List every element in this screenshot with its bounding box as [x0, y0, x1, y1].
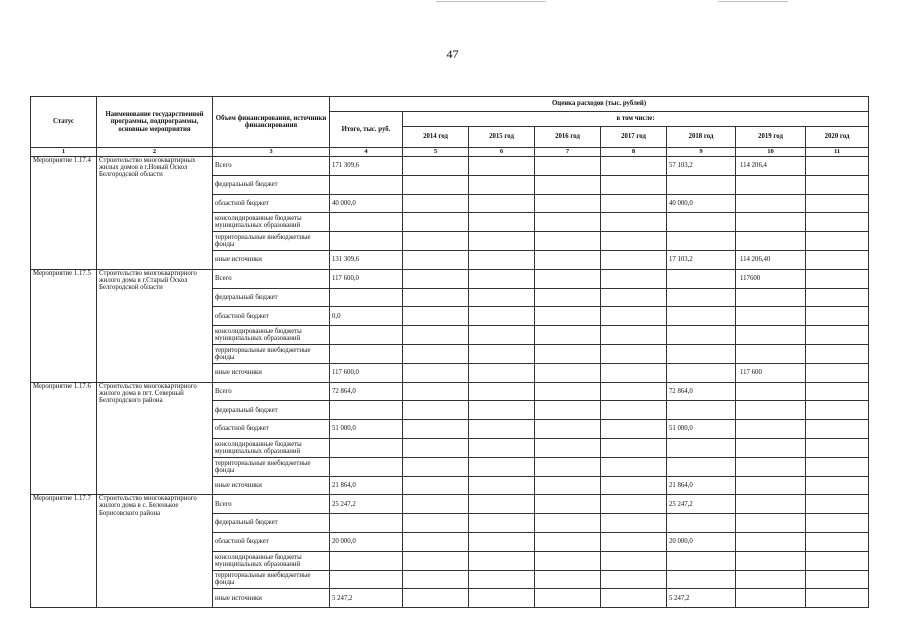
year-value-cell — [403, 589, 469, 608]
year-value-cell — [403, 532, 469, 551]
year-value-cell — [469, 269, 535, 288]
total-cell — [330, 570, 403, 589]
total-cell: 72 864,0 — [330, 382, 403, 401]
year-value-cell: 51 000,0 — [667, 420, 736, 439]
financing-source-cell: областной бюджет — [213, 532, 330, 551]
year-value-cell — [806, 175, 869, 194]
total-cell — [330, 438, 403, 457]
year-value-cell — [535, 401, 601, 420]
year-value-cell — [403, 194, 469, 213]
total-cell: 5 247,2 — [330, 589, 403, 608]
year-value-cell — [806, 420, 869, 439]
financing-source-cell: консолидированные бюджеты муниципальных образований — [213, 213, 330, 232]
year-value-cell — [736, 495, 806, 514]
year-value-cell — [535, 495, 601, 514]
year-value-cell — [535, 250, 601, 269]
year-value-cell — [403, 551, 469, 570]
year-value-cell — [601, 326, 667, 345]
year-value-cell: 17 103,2 — [667, 250, 736, 269]
year-value-cell — [806, 363, 869, 382]
table-row — [31, 269, 869, 288]
year-value-cell — [601, 250, 667, 269]
header-total: Итого, тыс. руб. — [330, 112, 403, 148]
year-value-cell — [469, 457, 535, 476]
total-cell — [330, 175, 403, 194]
header-status: Статус — [31, 97, 97, 148]
financing-source-cell: областной бюджет — [213, 307, 330, 326]
total-cell: 20 000,0 — [330, 532, 403, 551]
year-value-cell — [601, 551, 667, 570]
year-value-cell — [667, 326, 736, 345]
year-value-cell — [469, 307, 535, 326]
financing-source-cell: федеральный бюджет — [213, 401, 330, 420]
year-value-cell — [736, 344, 806, 363]
year-value-cell — [535, 232, 601, 251]
year-value-cell — [469, 495, 535, 514]
financing-source-cell: иные источники — [213, 363, 330, 382]
year-value-cell — [736, 457, 806, 476]
header-year: 2018 год — [667, 127, 736, 148]
status-cell: Мероприятие 1.17.4 — [31, 157, 97, 270]
year-value-cell — [667, 438, 736, 457]
year-value-cell — [535, 514, 601, 533]
year-value-cell — [667, 457, 736, 476]
program-name-cell: Строительство многоквартирного жилого дома в пгт. Северный Белгородского района — [97, 382, 213, 495]
header-year: 2014 год — [403, 127, 469, 148]
column-number: 1 — [31, 148, 97, 157]
year-value-cell: 20 000,0 — [667, 532, 736, 551]
year-value-cell — [806, 476, 869, 495]
year-value-cell — [469, 420, 535, 439]
year-value-cell — [667, 401, 736, 420]
year-value-cell — [736, 514, 806, 533]
year-value-cell — [403, 457, 469, 476]
year-value-cell — [403, 514, 469, 533]
year-value-cell — [535, 213, 601, 232]
total-cell: 21 864,0 — [330, 476, 403, 495]
year-value-cell — [601, 157, 667, 176]
year-value-cell — [806, 232, 869, 251]
year-value-cell — [736, 232, 806, 251]
year-value-cell — [806, 269, 869, 288]
financing-source-cell: Всего — [213, 382, 330, 401]
year-value-cell: 21 864,0 — [667, 476, 736, 495]
year-value-cell: 25 247,2 — [667, 495, 736, 514]
header-year: 2017 год — [601, 127, 667, 148]
year-value-cell — [469, 288, 535, 307]
header-year: 2016 год — [535, 127, 601, 148]
year-value-cell — [601, 232, 667, 251]
total-cell: 0,0 — [330, 307, 403, 326]
year-value-cell — [806, 401, 869, 420]
year-value-cell — [535, 570, 601, 589]
year-value-cell — [535, 438, 601, 457]
column-number: 10 — [736, 148, 806, 157]
financing-source-cell: областной бюджет — [213, 194, 330, 213]
header-including: в том числе: — [403, 112, 869, 127]
year-value-cell — [736, 194, 806, 213]
column-numbers-row — [31, 148, 869, 157]
year-value-cell — [601, 570, 667, 589]
year-value-cell — [403, 476, 469, 495]
financing-source-cell: иные источники — [213, 250, 330, 269]
year-value-cell — [469, 589, 535, 608]
year-value-cell — [403, 438, 469, 457]
year-value-cell — [469, 382, 535, 401]
year-value-cell — [736, 532, 806, 551]
year-value-cell — [601, 495, 667, 514]
financing-source-cell: Всего — [213, 157, 330, 176]
table-row — [31, 157, 869, 176]
column-number: 8 — [601, 148, 667, 157]
financing-source-cell: территориальные внебюджетные фонды — [213, 570, 330, 589]
financing-source-cell: консолидированные бюджеты муниципальных образований — [213, 326, 330, 345]
year-value-cell — [667, 514, 736, 533]
year-value-cell — [403, 175, 469, 194]
year-value-cell — [469, 363, 535, 382]
year-value-cell — [469, 344, 535, 363]
column-number: 5 — [403, 148, 469, 157]
year-value-cell — [535, 344, 601, 363]
year-value-cell — [535, 307, 601, 326]
year-value-cell — [469, 532, 535, 551]
year-value-cell — [806, 307, 869, 326]
year-value-cell — [806, 570, 869, 589]
total-cell: 117 600,0 — [330, 269, 403, 288]
year-value-cell — [601, 194, 667, 213]
header-year: 2020 год — [806, 127, 869, 148]
year-value-cell — [469, 514, 535, 533]
year-value-cell — [535, 420, 601, 439]
year-value-cell — [667, 344, 736, 363]
program-name-cell: Строительство многоквартирных жилых домов в г.Новый Оскол Белгородской области — [97, 157, 213, 270]
year-value-cell — [469, 326, 535, 345]
financing-source-cell: областной бюджет — [213, 420, 330, 439]
year-value-cell — [601, 269, 667, 288]
status-cell: Мероприятие 1.17.5 — [31, 269, 97, 382]
year-value-cell — [601, 420, 667, 439]
year-value-cell — [601, 213, 667, 232]
year-value-cell — [601, 363, 667, 382]
year-value-cell — [403, 420, 469, 439]
year-value-cell — [806, 589, 869, 608]
year-value-cell — [806, 551, 869, 570]
total-cell — [330, 326, 403, 345]
year-value-cell — [469, 175, 535, 194]
year-value-cell — [806, 344, 869, 363]
total-cell: 25 247,2 — [330, 495, 403, 514]
year-value-cell — [667, 307, 736, 326]
total-cell: 131 309,6 — [330, 250, 403, 269]
year-value-cell — [736, 175, 806, 194]
financing-source-cell: территориальные внебюджетные фонды — [213, 232, 330, 251]
financing-source-cell: Всего — [213, 495, 330, 514]
financing-source-cell: Всего — [213, 269, 330, 288]
year-value-cell — [469, 570, 535, 589]
year-value-cell — [736, 326, 806, 345]
total-cell: 51 000,0 — [330, 420, 403, 439]
scan-line — [718, 1, 788, 2]
year-value-cell — [535, 382, 601, 401]
total-cell — [330, 288, 403, 307]
column-number: 2 — [97, 148, 213, 157]
year-value-cell — [601, 175, 667, 194]
financing-source-cell: консолидированные бюджеты муниципальных образований — [213, 551, 330, 570]
year-value-cell — [601, 401, 667, 420]
year-value-cell — [806, 495, 869, 514]
column-number: 4 — [330, 148, 403, 157]
total-cell — [330, 457, 403, 476]
year-value-cell — [667, 232, 736, 251]
header-estimate: Оценка расходов (тыс. рублей) — [330, 97, 869, 112]
status-cell: Мероприятие 1.17.6 — [31, 382, 97, 495]
year-value-cell — [403, 495, 469, 514]
year-value-cell — [736, 382, 806, 401]
total-cell — [330, 344, 403, 363]
year-value-cell — [403, 401, 469, 420]
year-value-cell — [667, 175, 736, 194]
year-value-cell — [806, 532, 869, 551]
year-value-cell — [806, 250, 869, 269]
year-value-cell: 72 864,0 — [667, 382, 736, 401]
year-value-cell: 40 000,0 — [667, 194, 736, 213]
scan-line — [436, 1, 546, 2]
status-cell: Мероприятие 1.17.7 — [31, 495, 97, 608]
year-value-cell — [469, 232, 535, 251]
year-value-cell — [806, 438, 869, 457]
budget-table — [30, 96, 869, 608]
year-value-cell — [403, 326, 469, 345]
column-number: 11 — [806, 148, 869, 157]
financing-source-cell: федеральный бюджет — [213, 288, 330, 307]
total-cell: 117 600,0 — [330, 363, 403, 382]
year-value-cell — [601, 307, 667, 326]
year-value-cell — [469, 194, 535, 213]
financing-source-cell: иные источники — [213, 589, 330, 608]
year-value-cell — [535, 589, 601, 608]
financing-source-cell: территориальные внебюджетные фонды — [213, 457, 330, 476]
year-value-cell — [403, 269, 469, 288]
year-value-cell — [403, 250, 469, 269]
year-value-cell: 114 206,4 — [736, 157, 806, 176]
year-value-cell — [403, 288, 469, 307]
year-value-cell — [806, 288, 869, 307]
year-value-cell — [469, 476, 535, 495]
year-value-cell — [806, 457, 869, 476]
year-value-cell — [601, 438, 667, 457]
year-value-cell — [736, 401, 806, 420]
year-value-cell — [469, 401, 535, 420]
year-value-cell — [535, 363, 601, 382]
year-value-cell — [601, 514, 667, 533]
program-name-cell: Строительство многоквартирного жилого дома в г.Старый Оскол Белгородской области — [97, 269, 213, 382]
year-value-cell — [806, 213, 869, 232]
year-value-cell — [736, 307, 806, 326]
page-number: 47 — [446, 47, 459, 61]
year-value-cell — [667, 213, 736, 232]
table-row — [31, 382, 869, 401]
year-value-cell: 114 206,40 — [736, 250, 806, 269]
year-value-cell — [736, 420, 806, 439]
year-value-cell — [667, 288, 736, 307]
year-value-cell — [667, 551, 736, 570]
year-value-cell — [535, 175, 601, 194]
total-cell: 171 309,6 — [330, 157, 403, 176]
year-value-cell — [736, 213, 806, 232]
financing-source-cell: консолидированные бюджеты муниципальных образований — [213, 438, 330, 457]
year-value-cell — [806, 514, 869, 533]
header-financing: Объем финансирования, источники финансирования — [213, 97, 330, 148]
year-value-cell — [403, 344, 469, 363]
year-value-cell — [806, 194, 869, 213]
year-value-cell — [469, 551, 535, 570]
year-value-cell — [469, 157, 535, 176]
year-value-cell — [736, 476, 806, 495]
year-value-cell — [806, 157, 869, 176]
year-value-cell — [535, 551, 601, 570]
year-value-cell — [535, 157, 601, 176]
table-row — [31, 495, 869, 514]
year-value-cell — [736, 589, 806, 608]
year-value-cell — [535, 476, 601, 495]
year-value-cell — [535, 326, 601, 345]
year-value-cell — [403, 213, 469, 232]
year-value-cell — [403, 382, 469, 401]
header-year: 2019 год — [736, 127, 806, 148]
year-value-cell — [601, 589, 667, 608]
total-cell — [330, 514, 403, 533]
year-value-cell — [601, 382, 667, 401]
column-number: 7 — [535, 148, 601, 157]
year-value-cell — [469, 213, 535, 232]
year-value-cell: 117 600 — [736, 363, 806, 382]
year-value-cell — [469, 250, 535, 269]
year-value-cell — [601, 457, 667, 476]
column-number: 3 — [213, 148, 330, 157]
total-cell — [330, 551, 403, 570]
year-value-cell — [601, 288, 667, 307]
year-value-cell — [601, 532, 667, 551]
year-value-cell: 117600 — [736, 269, 806, 288]
year-value-cell — [667, 363, 736, 382]
year-value-cell — [736, 438, 806, 457]
year-value-cell — [535, 194, 601, 213]
year-value-cell — [403, 157, 469, 176]
year-value-cell — [667, 269, 736, 288]
total-cell: 40 000,0 — [330, 194, 403, 213]
year-value-cell — [403, 232, 469, 251]
total-cell — [330, 401, 403, 420]
year-value-cell — [469, 438, 535, 457]
year-value-cell — [736, 288, 806, 307]
year-value-cell — [806, 382, 869, 401]
year-value-cell — [806, 326, 869, 345]
column-number: 9 — [667, 148, 736, 157]
financing-source-cell: территориальные внебюджетные фонды — [213, 344, 330, 363]
program-name-cell: Строительство многоквартирного жилого дома в с. Беленькое Борисовского района — [97, 495, 213, 608]
total-cell — [330, 213, 403, 232]
column-number: 6 — [469, 148, 535, 157]
year-value-cell — [403, 363, 469, 382]
financing-source-cell: иные источники — [213, 476, 330, 495]
year-value-cell — [667, 570, 736, 589]
year-value-cell — [736, 551, 806, 570]
financing-source-cell: федеральный бюджет — [213, 175, 330, 194]
year-value-cell — [601, 344, 667, 363]
year-value-cell: 5 247,2 — [667, 589, 736, 608]
year-value-cell — [535, 269, 601, 288]
year-value-cell — [403, 307, 469, 326]
year-value-cell — [535, 288, 601, 307]
total-cell — [330, 232, 403, 251]
year-value-cell — [601, 476, 667, 495]
year-value-cell — [736, 570, 806, 589]
header-program: Наименование государственной программы, подпрограммы, основные мероприятия — [97, 97, 213, 148]
year-value-cell — [535, 457, 601, 476]
year-value-cell — [535, 532, 601, 551]
year-value-cell — [403, 570, 469, 589]
financing-source-cell: федеральный бюджет — [213, 514, 330, 533]
header-year: 2015 год — [469, 127, 535, 148]
year-value-cell: 57 103,2 — [667, 157, 736, 176]
